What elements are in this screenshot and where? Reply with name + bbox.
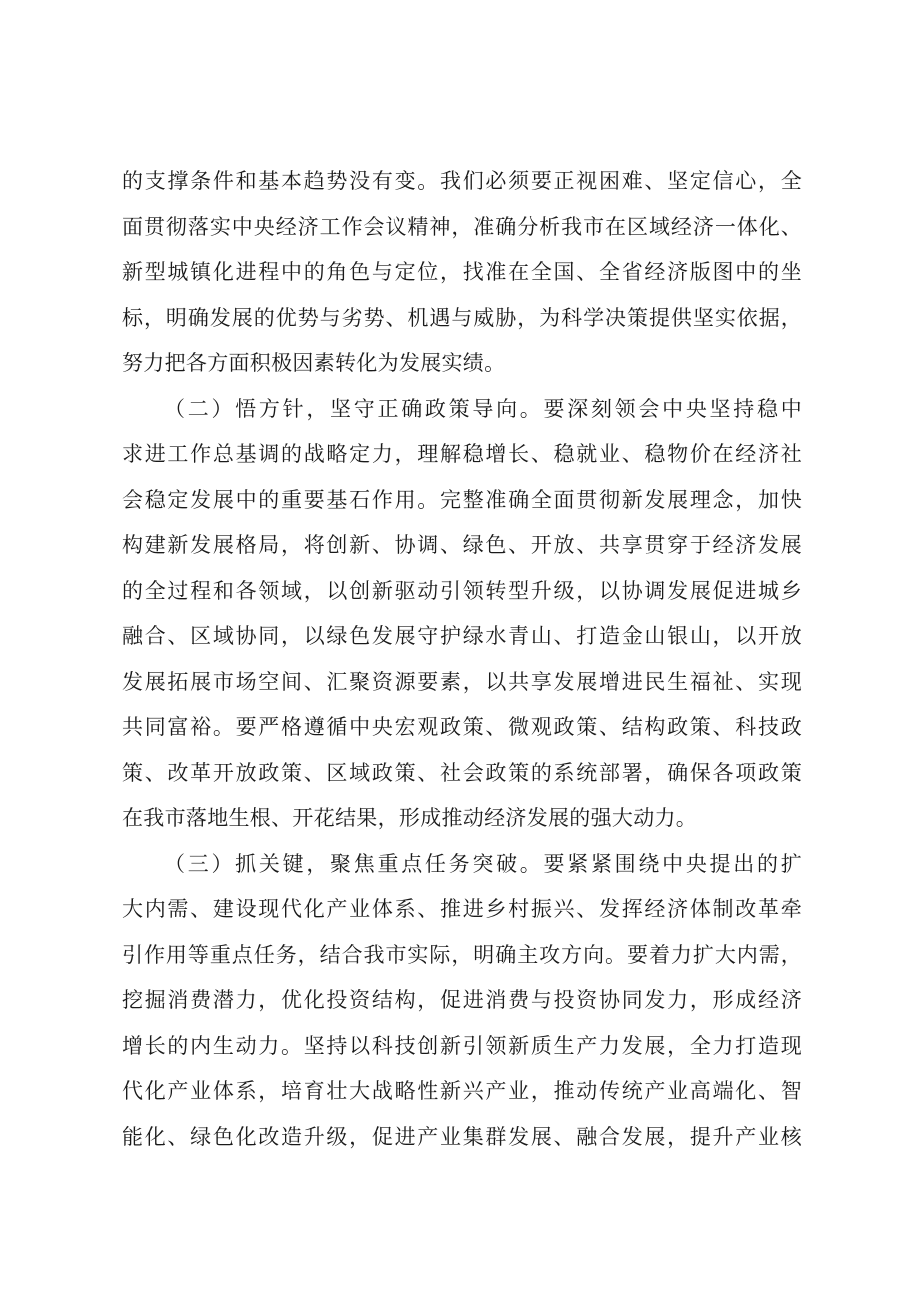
text-line: 策、改革开放政策、区域政策、社会政策的系统部署，确保各项政策 — [122, 760, 802, 785]
text-line: 面贯彻落实中央经济工作会议精神，准确分析我市在区域经济一体化、 — [122, 214, 802, 239]
paragraph-2 — [122, 387, 802, 842]
text-line: （三）抓关键，聚焦重点任务突破。要紧紧围绕中央提出的扩 — [164, 851, 802, 876]
text-line: 在我市落地生根、开花结果，形成推动经济发展的强大动力。 — [122, 806, 698, 830]
text-line: 引作用等重点任务，结合我市实际，明确主攻方向。要着力扩大内需， — [122, 942, 802, 967]
text-line: 发展拓展市场空间、汇聚资源要素，以共享发展增进民生福祉、实现 — [122, 669, 802, 694]
paragraph-1 — [122, 159, 802, 387]
paragraph-3 — [122, 842, 802, 1161]
text-line: 共同富裕。要严格遵循中央宏观政策、微观政策、结构政策、科技政 — [122, 715, 802, 739]
text-line: 增长的内生动力。坚持以科技创新引领新质生产力发展，全力打造现 — [122, 1033, 802, 1058]
text-line: 代化产业体系，培育壮大战略性新兴产业，推动传统产业高端化、智 — [122, 1079, 802, 1103]
text-line: 的支撑条件和基本趋势没有变。我们必须要正视困难、坚定信心，全 — [122, 169, 802, 193]
text-line: 大内需、建设现代化产业体系、推进乡村振兴、发挥经济体制改革牵 — [122, 897, 802, 921]
text-line: 新型城镇化进程中的角色与定位，找准在全国、全省经济版图中的坐 — [122, 260, 802, 284]
text-line: 标，明确发展的优势与劣势、机遇与威胁，为科学决策提供坚实依据， — [122, 305, 802, 330]
text-line: 融合、区域协同，以绿色发展守护绿水青山、打造金山银山，以开放 — [122, 624, 802, 648]
text-line: （二）悟方针，坚守正确政策导向。要深刻领会中央坚持稳中 — [164, 396, 802, 421]
text-line: 努力把各方面积极因素转化为发展实绩。 — [122, 351, 506, 375]
text-line: 挖掘消费潜力，优化投资结构，促进消费与投资协同发力，形成经济 — [122, 988, 802, 1012]
document-body — [122, 159, 802, 1160]
text-line: 能化、绿色化改造升级，促进产业集群发展、融合发展，提升产业核 — [122, 1124, 802, 1149]
text-line: 求进工作总基调的战略定力，理解稳增长、稳就业、稳物价在经济社 — [122, 442, 802, 466]
text-line: 构建新发展格局，将创新、协调、绿色、开放、共享贯穿于经济发展 — [122, 533, 802, 557]
text-line: 会稳定发展中的重要基石作用。完整准确全面贯彻新发展理念，加快 — [122, 487, 802, 512]
text-line: 的全过程和各领域，以创新驱动引领转型升级，以协调发展促进城乡 — [122, 578, 802, 603]
